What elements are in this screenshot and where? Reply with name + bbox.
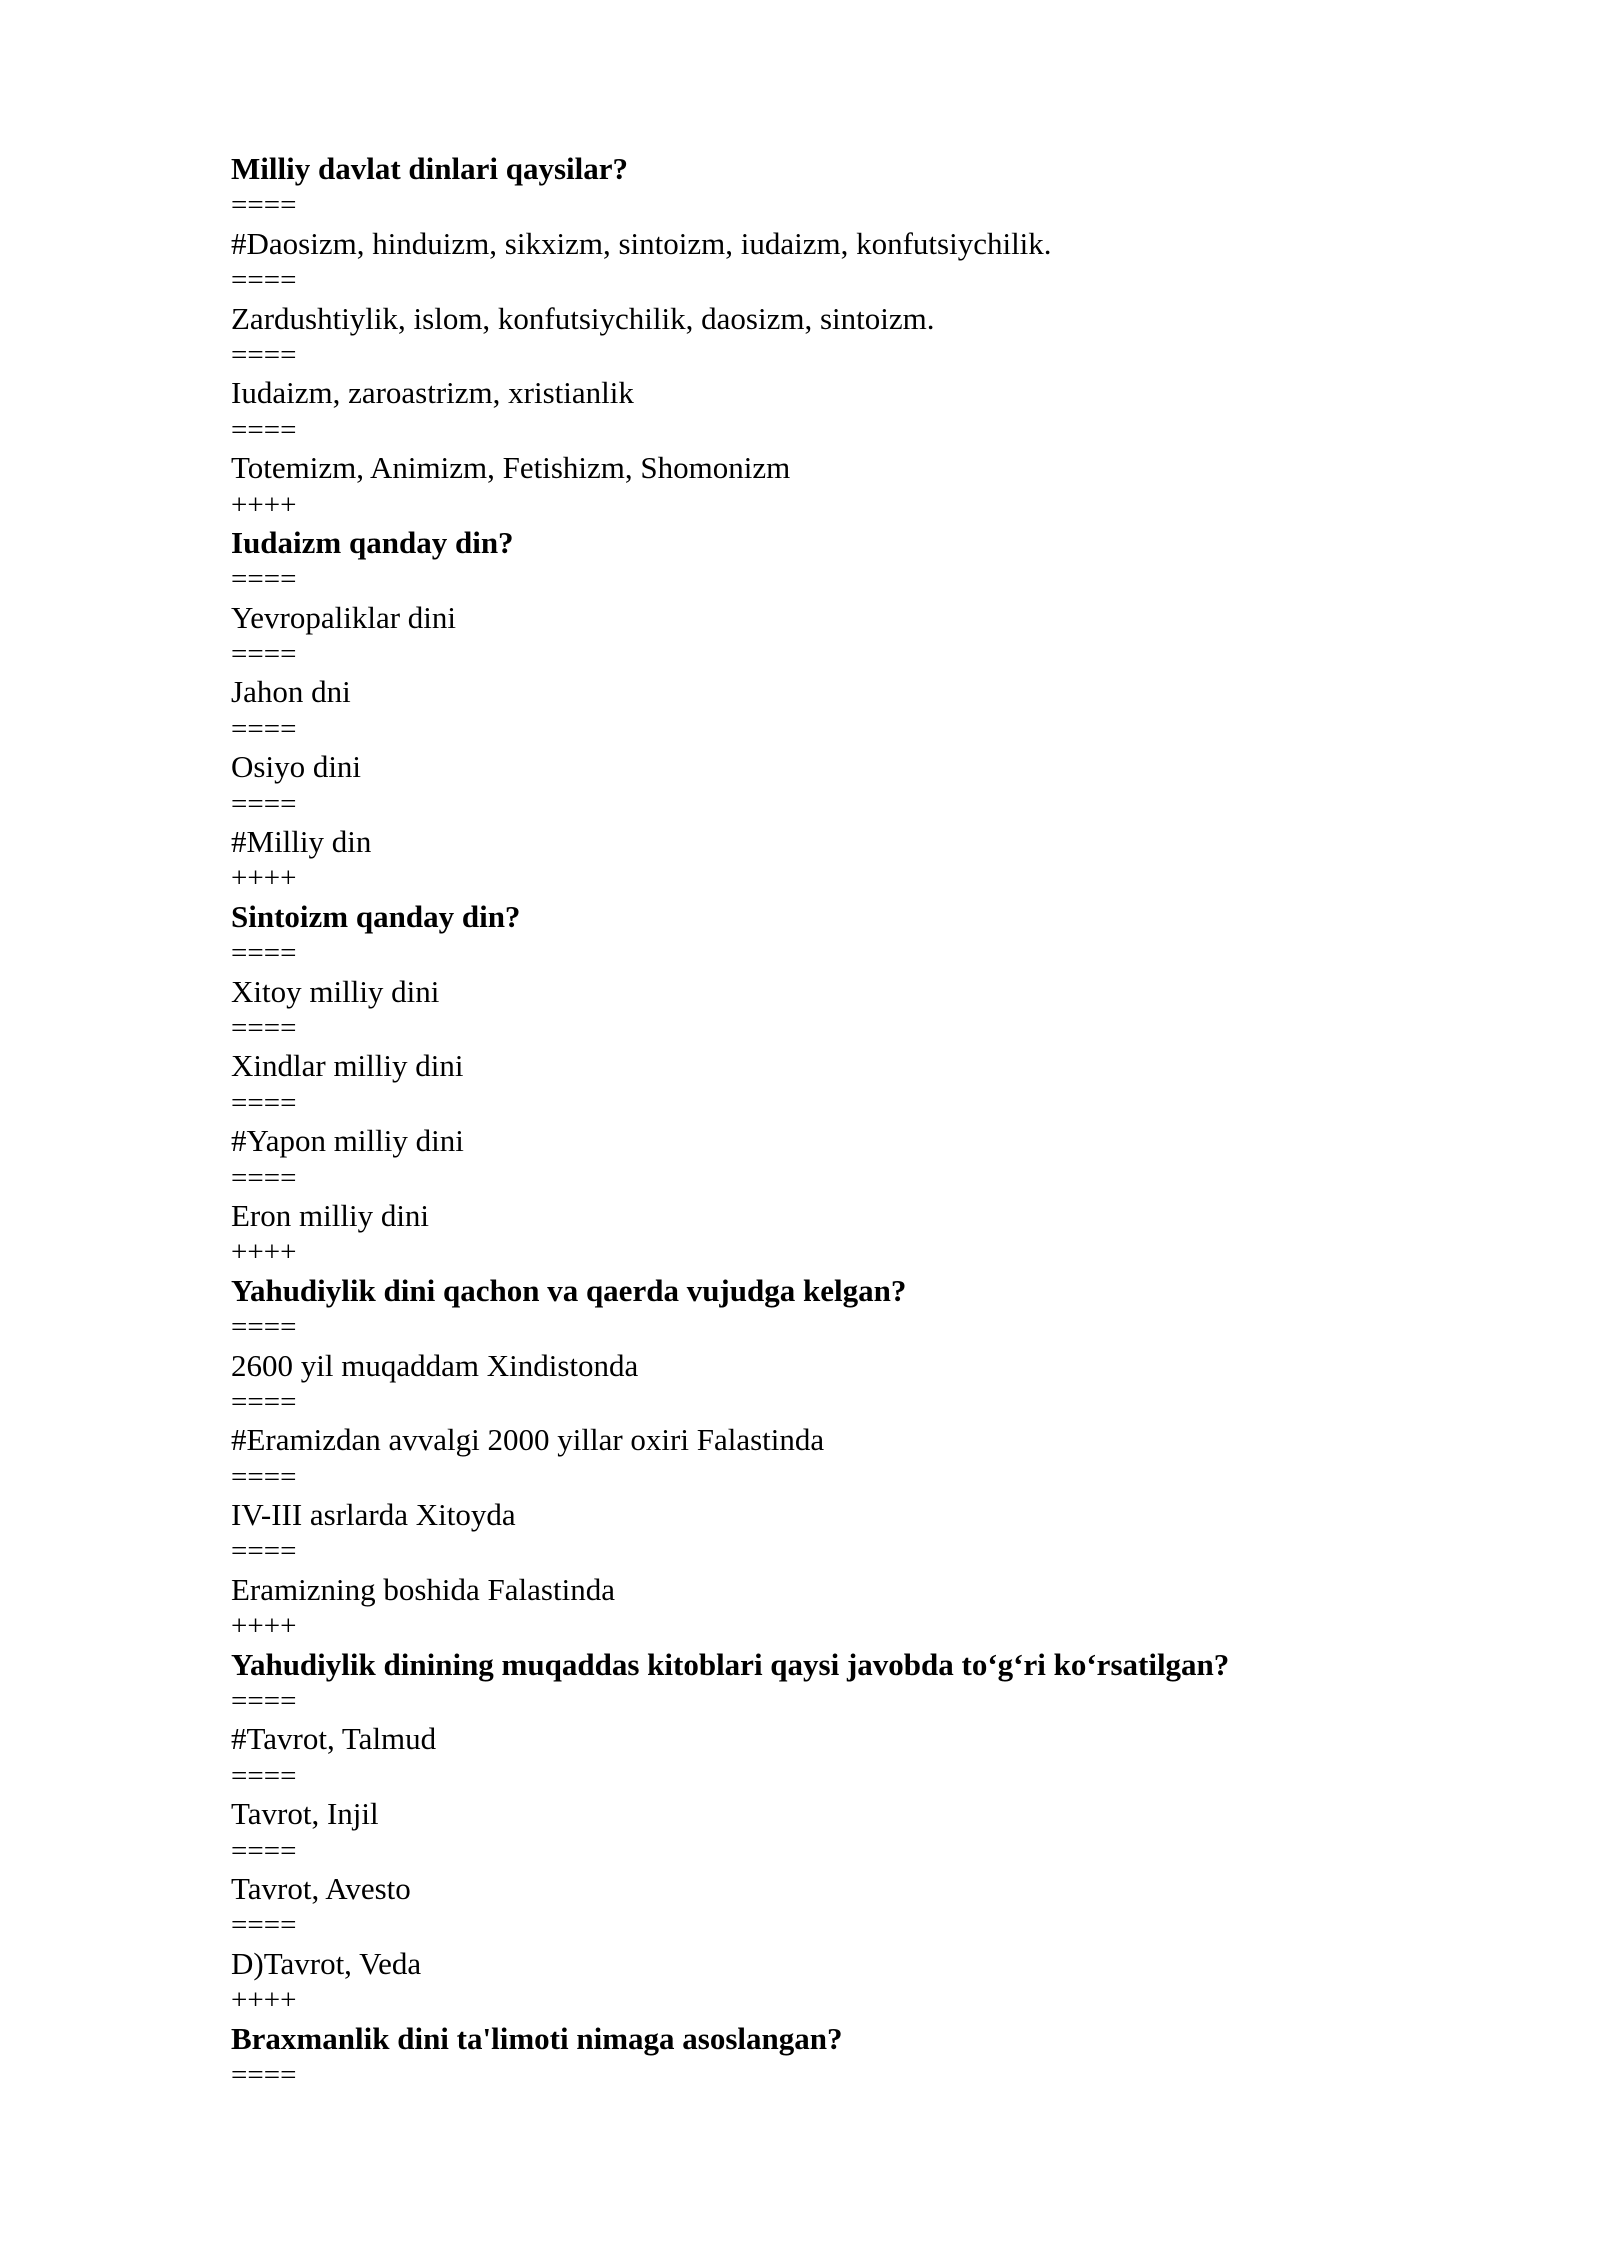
answer-option: #Milliy din xyxy=(231,824,372,860)
option-separator: ==== xyxy=(231,563,297,596)
answer-option: D)Tavrot, Veda xyxy=(231,1945,422,1981)
option-separator: ==== xyxy=(231,189,297,222)
option-separator: ==== xyxy=(231,1909,297,1942)
question-separator: ++++ xyxy=(231,1236,297,1269)
answer-option: Tavrot, Injil xyxy=(231,1796,379,1832)
answer-option: Zardushtiylik, islom, konfutsiychilik, daosizm, sintoizm. xyxy=(231,300,935,336)
question-separator: ++++ xyxy=(231,1610,297,1643)
option-separator: ==== xyxy=(231,787,297,820)
question-text: Yahudiylik dinining muqaddas kitoblari qaysi javobda to‘g‘ri ko‘rsatilgan? xyxy=(231,1646,1230,1682)
answer-option: #Tavrot, Talmud xyxy=(231,1721,437,1757)
answer-option: Eramizning boshida Falastinda xyxy=(231,1571,615,1607)
question-separator: ++++ xyxy=(231,1984,297,2017)
answer-option: Iudaizm, zaroastrizm, xristianlik xyxy=(231,375,634,411)
answer-option: Eron milliy dini xyxy=(231,1197,430,1233)
option-separator: ==== xyxy=(231,1460,297,1493)
option-separator: ==== xyxy=(231,1834,297,1867)
option-separator: ==== xyxy=(231,1385,297,1418)
question-separator: ++++ xyxy=(231,862,297,895)
option-separator: ==== xyxy=(231,338,297,371)
option-separator: ==== xyxy=(231,264,297,297)
option-separator: ==== xyxy=(231,1759,297,1792)
answer-option: IV-III asrlarda Xitoyda xyxy=(231,1497,516,1533)
option-separator: ==== xyxy=(231,1685,297,1718)
option-separator: ==== xyxy=(231,937,297,970)
answer-option: Tavrot, Avesto xyxy=(231,1870,411,1906)
answer-option: Jahon dni xyxy=(231,674,351,710)
answer-option: Xitoy milliy dini xyxy=(231,973,440,1009)
option-separator: ==== xyxy=(231,1011,297,1044)
answer-option: #Daosizm, hinduizm, sikxizm, sintoizm, iudaizm, konfutsiychilik. xyxy=(231,225,1052,261)
option-separator: ==== xyxy=(231,2058,297,2091)
answer-option: Totemizm, Animizm, Fetishizm, Shomonizm xyxy=(231,450,791,486)
question-text: Sintoizm qanday din? xyxy=(231,898,521,934)
option-separator: ==== xyxy=(231,1535,297,1568)
option-separator: ==== xyxy=(231,712,297,745)
answer-option: Yevropaliklar dini xyxy=(231,599,457,635)
option-separator: ==== xyxy=(231,1311,297,1344)
answer-option: Xindlar milliy dini xyxy=(231,1048,464,1084)
answer-option: #Eramizdan avvalgi 2000 yillar oxiri Falastinda xyxy=(231,1422,825,1458)
question-text: Braxmanlik dini ta'limoti nimaga asoslangan? xyxy=(231,2020,843,2056)
option-separator: ==== xyxy=(231,413,297,446)
document-page xyxy=(231,150,1451,2094)
option-separator: ==== xyxy=(231,1086,297,1119)
question-text: Milliy davlat dinlari qaysilar? xyxy=(231,151,629,186)
answer-option: 2600 yil muqaddam Xindistonda xyxy=(231,1347,639,1383)
question-separator: ++++ xyxy=(231,488,297,521)
option-separator: ==== xyxy=(231,638,297,671)
answer-option: Osiyo dini xyxy=(231,749,362,785)
option-separator: ==== xyxy=(231,1161,297,1194)
question-text: Yahudiylik dini qachon va qaerda vujudga kelgan? xyxy=(231,1272,907,1308)
answer-option: #Yapon milliy dini xyxy=(231,1123,464,1159)
question-text: Iudaizm qanday din? xyxy=(231,524,514,560)
